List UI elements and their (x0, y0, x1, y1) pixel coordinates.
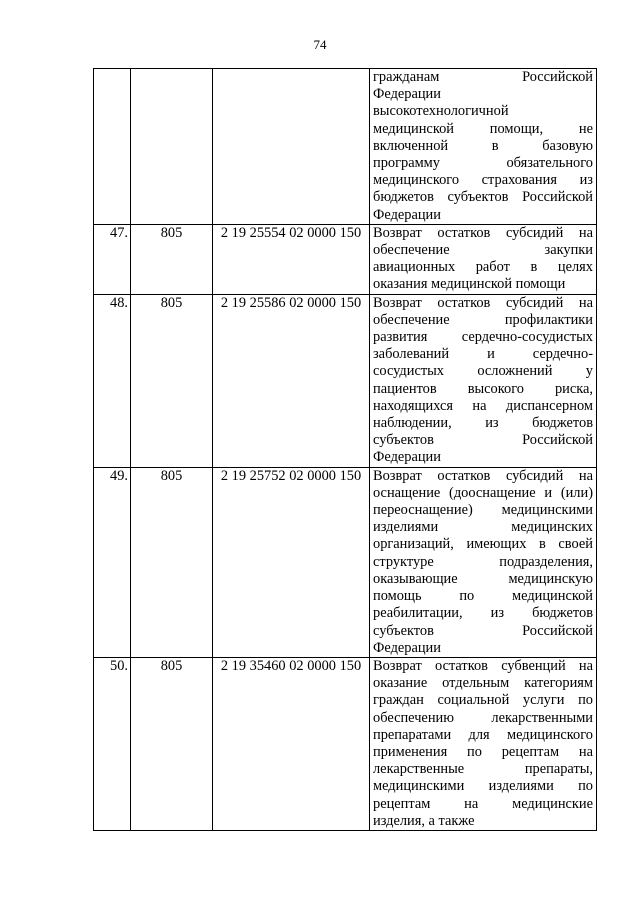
word: рецептам (373, 795, 431, 812)
word: субсидий (505, 467, 564, 484)
table-row (94, 294, 597, 467)
word: Российской (522, 432, 593, 449)
word: Возврат (373, 657, 422, 674)
word: не (578, 120, 593, 137)
word: переоснащение) (373, 502, 473, 519)
word: для (468, 726, 490, 743)
description-line (373, 536, 593, 553)
word: Возврат (373, 467, 422, 484)
description-line (373, 761, 593, 778)
description-line (373, 329, 593, 346)
word: по (578, 692, 593, 709)
word: медицинского (373, 172, 460, 189)
word: помощи, (489, 120, 544, 137)
description-line (373, 727, 593, 744)
word: программу (373, 155, 440, 172)
word: субсидий (505, 224, 564, 241)
word: изделиями (373, 519, 439, 536)
row-number-cell: 47. (94, 224, 131, 294)
description-line (373, 346, 593, 363)
word: (или) (560, 484, 593, 501)
word: граждан (373, 692, 424, 709)
word: обеспечение (373, 311, 450, 328)
word: на (472, 397, 487, 414)
word: риска, (554, 380, 593, 397)
description-cell (370, 294, 597, 467)
word: субсидий (505, 294, 564, 311)
description-line (373, 172, 593, 189)
word: медицинских (511, 519, 593, 536)
admin-code-cell: 805 (131, 657, 213, 830)
word: из (579, 172, 593, 189)
word: оказывающие (373, 570, 458, 587)
description-line (373, 312, 593, 329)
word: бюджетов (532, 415, 593, 432)
word: на (578, 467, 593, 484)
description-line (373, 295, 593, 312)
word: работ (475, 259, 510, 276)
word: и (487, 346, 495, 363)
description-line (373, 189, 593, 206)
admin-code-cell (131, 69, 213, 225)
description-line: Федерации (373, 449, 441, 466)
word: медицинской (512, 588, 593, 605)
word: в (530, 259, 538, 276)
word: обеспечение (373, 242, 450, 259)
word: структуре (373, 553, 434, 570)
word: осложнений (477, 363, 553, 380)
table-row (94, 467, 597, 657)
word: субъектов (447, 189, 509, 206)
word: реабилитации, (373, 605, 463, 622)
word: применения (373, 743, 448, 760)
description-line: изделия, а также (373, 812, 475, 829)
word: в (491, 137, 499, 154)
word: в (539, 536, 546, 553)
budget-code-cell: 2 19 25586 02 0000 150 (213, 294, 370, 467)
budget-code-cell (213, 69, 370, 225)
word: отдельным (442, 675, 510, 692)
word: на (578, 294, 593, 311)
word: субъектов (373, 432, 434, 449)
word: авиационных (373, 259, 456, 276)
word: находящихся (373, 397, 454, 414)
word: лекарственные (373, 761, 465, 778)
word: подразделения, (499, 553, 593, 570)
word: обеспечению (373, 709, 454, 726)
word: сердечно-сосудистых (461, 329, 593, 346)
row-number-cell: 50. (94, 657, 131, 830)
description-line (373, 710, 593, 727)
description-line (373, 554, 593, 571)
word: пациентов (373, 380, 437, 397)
word: рецептам (501, 743, 560, 760)
word: закупки (544, 242, 593, 259)
budget-code-cell: 2 19 35460 02 0000 150 (213, 657, 370, 830)
word: страхования (481, 172, 557, 189)
word: бюджетов (373, 189, 434, 206)
row-number-cell: 48. (94, 294, 131, 467)
description-line (373, 381, 593, 398)
description-cell (370, 69, 597, 225)
word: Российской (522, 69, 593, 85)
word: оснащение (373, 484, 441, 501)
description-line: Федерации (373, 639, 441, 656)
description-line (373, 796, 593, 813)
description-line (373, 485, 593, 502)
word: на (464, 795, 479, 812)
table-row (94, 657, 597, 830)
description-line (373, 398, 593, 415)
word: категориям (524, 675, 593, 692)
word: субвенций (501, 657, 566, 674)
description-line: Федерации (373, 206, 441, 223)
word: препаратами (373, 726, 452, 743)
description-line (373, 138, 593, 155)
word: оказание (373, 675, 428, 692)
description-line (373, 363, 593, 380)
description-line (373, 519, 593, 536)
word: своей (558, 536, 593, 553)
word: остатков (435, 657, 488, 674)
word: остатков (437, 467, 491, 484)
budget-code-cell: 2 19 25752 02 0000 150 (213, 467, 370, 657)
word: медицинскими (373, 778, 465, 795)
word: организаций, (373, 536, 454, 553)
description-line (373, 259, 593, 276)
word: медицинского (506, 726, 593, 743)
word: наблюдении, (373, 415, 452, 432)
word: (дооснащение (449, 484, 536, 501)
row-number-cell (94, 69, 131, 225)
word: обязательного (506, 155, 593, 172)
description-line (373, 623, 593, 640)
word: развития (373, 329, 428, 346)
word: Возврат (373, 224, 422, 241)
table-row (94, 224, 597, 294)
word: медицинскую (508, 570, 593, 587)
description-line (373, 155, 593, 172)
word: медицинскими (501, 502, 593, 519)
word: социальной (437, 692, 510, 709)
word: Российской (522, 622, 593, 639)
word: и (544, 484, 553, 501)
admin-code-cell: 805 (131, 467, 213, 657)
word: препараты, (524, 761, 593, 778)
description-line (373, 69, 593, 86)
description-line (373, 415, 593, 432)
description-line: высокотехнологичной (373, 103, 509, 120)
word: высокого (467, 380, 524, 397)
word: помощь (373, 588, 422, 605)
description-line (373, 121, 593, 138)
description-cell (370, 657, 597, 830)
word: по (578, 778, 593, 795)
page-number: 74 (313, 37, 327, 52)
description-line: оказания медицинской помощи (373, 276, 566, 293)
word: медицинские (512, 795, 593, 812)
word: включенной (373, 137, 449, 154)
word: медицинской (373, 120, 454, 137)
description-line (373, 658, 593, 675)
word: изделиями (488, 778, 554, 795)
word: на (578, 743, 593, 760)
description-line (373, 605, 593, 622)
description-line (373, 588, 593, 605)
description-line (373, 225, 593, 242)
word: на (578, 657, 593, 674)
description-line (373, 675, 593, 692)
description-line (373, 571, 593, 588)
description-line (373, 468, 593, 485)
word: сердечно- (532, 346, 593, 363)
word: субъектов (373, 622, 434, 639)
description-line: Федерации (373, 86, 441, 103)
word: из (490, 605, 505, 622)
description-line (373, 242, 593, 259)
description-cell (370, 467, 597, 657)
row-number-cell: 49. (94, 467, 131, 657)
admin-code-cell: 805 (131, 294, 213, 467)
description-line (373, 744, 593, 761)
word: сосудистых (373, 363, 444, 380)
description-line (373, 692, 593, 709)
word: диспансерном (505, 397, 593, 414)
word: на (578, 224, 593, 241)
description-cell (370, 224, 597, 294)
word: Российской (522, 189, 593, 206)
word: остатков (437, 224, 491, 241)
word: профилактики (504, 311, 593, 328)
table-row (94, 69, 597, 225)
word: у (585, 363, 593, 380)
word: гражданам (373, 69, 440, 85)
word: бюджетов (532, 605, 593, 622)
description-line (373, 778, 593, 795)
word: лекарственными (491, 709, 593, 726)
word: целях (557, 259, 593, 276)
word: остатков (437, 294, 491, 311)
budget-table (93, 68, 597, 831)
word: базовую (542, 137, 593, 154)
word: из (485, 415, 499, 432)
description-line (373, 432, 593, 449)
word: заболеваний (373, 346, 450, 363)
word: Возврат (373, 294, 422, 311)
word: имеющих (466, 536, 527, 553)
word: по (467, 743, 482, 760)
word: услуги (522, 692, 565, 709)
admin-code-cell: 805 (131, 224, 213, 294)
budget-code-cell: 2 19 25554 02 0000 150 (213, 224, 370, 294)
word: по (459, 588, 475, 605)
description-line (373, 502, 593, 519)
